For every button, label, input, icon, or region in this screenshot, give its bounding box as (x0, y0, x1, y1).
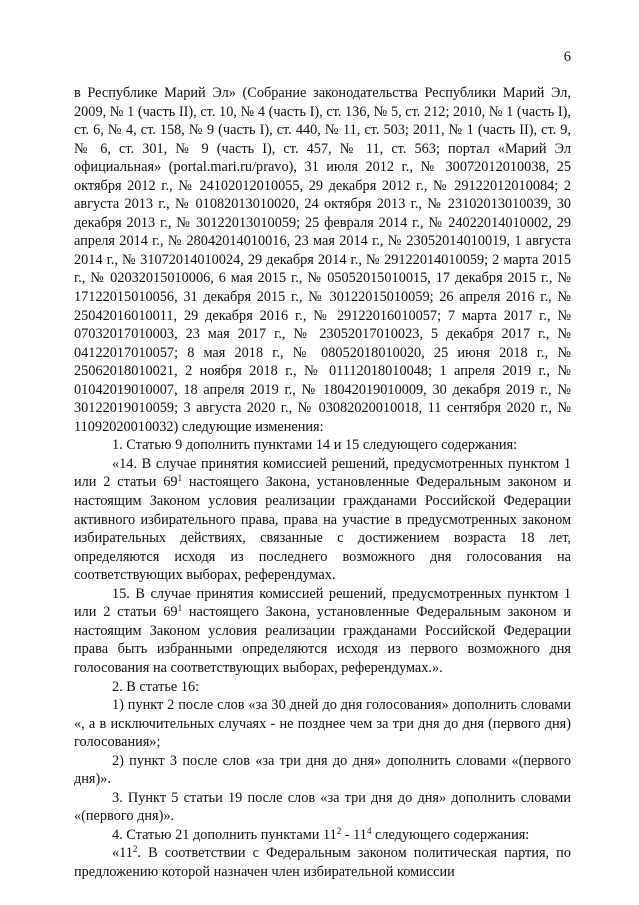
paragraph-4: 15. В случае принятия комиссией решений, предусмотренных пунктом 1 или 2 статьи $69^1$ настоящего Закона, установленные Федеральным законом и настоящим Законом условия реализации гражданами Российской Федерации права быть избранными определяются исходя из первого возможного дня голосования на соответствующих выборах, референдумах.». (74, 585, 571, 676)
paragraph-1: в Республике Марий Эл» (Собрание законодательства Республики Марий Эл, 2009, № 1 (часть II), ст. 10, № 4 (часть I), ст. 136, № 5, ст. 212; 2010, № 1 (часть I), ст. 6, № 4, ст. 158, № 9 (часть I), ст. 440, № 11, ст. 503; 2011, № 1 (часть II), ст. 9, № 6, ст. 301, № 9 (часть I), ст. 457, № 11, ст. 563; портал «Марий Эл официальная» (portal.mari.ru/pravo), 31 июля 2012 г., № 30072012010038, 25 октября 2012 г., № 24102012010055, 29 декабря 2012 г., № 29122012010084; 2 августа 2013 г., № 01082013010020, 24 октября 2013 г., № 23102013010039, 30 декабря 2013 г., № 30122013010059; 25 февраля 2014 г., № 24022014010002, 29 апреля 2014 г., № 28042014010016, 23 мая 2014 г., № 23052014010019, 1 августа 2014 г., № 31072014010024, 29 декабря 2014 г., № 29122014010059; 2 марта 2015 г., № 02032015010006, 6 мая 2015 г., № 05052015010015, 17 декабря 2015 г., № 17122015010056, 31 декабря 2015 г., № 30122015010059; 26 апреля 2016 г., № 25042016010011, 29 декабря 2016 г., № 29122016010057; 7 марта 2017 г., № 07032017010003, 23 мая 2017 г., № 23052017010023, 5 декабря 2017 г., № 04122017010057; 8 мая 2018 г., № 08052018010020, 25 июня 2018 г., № 25062018010021, 2 ноября 2018 г., № 01112018010048; 1 апреля 2019 г., № 01042019010007, 18 апреля 2019 г., № 18042019010009, 30 декабря 2019 г., № 30122019010059; 3 августа 2020 г., № 03082020010018, 11 сентября 2020 г., № 11092020010032) следующие изменения: (74, 85, 571, 435)
paragraph-5: 2. В статье 16: (112, 678, 200, 695)
document-body (74, 84, 571, 882)
paragraph-2: 1. Статью 9 дополнить пунктами 14 и 15 следующего содержания: (112, 437, 518, 454)
paragraph-6: 1) пункт 2 после слов «за 30 дней до дня голосования» дополнить словами «, а в исключительных случаях - не позднее чем за три дня до дня (первого дня) голосования»; (74, 697, 571, 751)
paragraph-8: 3. Пункт 5 статьи 19 после слов «за три дня до дня» дополнить словами «(первого дня)». (74, 789, 571, 825)
paragraph-9: 4. Статью 21 дополнить пунктами $11^2 - 11^4$ следующего содержания: (112, 825, 530, 843)
paragraph-3: «14. В случае принятия комиссией решений, предусмотренных пунктом 1 или 2 статьи $69^1$ настоящего Закона, установленные Федеральным законом и настоящим Законом условия реализации гражданами Российской Федерации активного избирательного права, права на участие в предусмотренных законом избирательных действиях, связанные с достижением возраста 18 лет, определяются исходя из последнего возможного дня голосования на соответствующих выборах, референдумах. (74, 455, 571, 584)
paragraph-10: «$11^2$. В соответствии с Федеральным законом политическая партия, по предложению которой назначен член избирательной комиссии (74, 844, 571, 880)
page-number: 6 (563, 49, 571, 65)
paragraph-7: 2) пункт 3 после слов «за три дня до дня» дополнить словами «(первого дня)». (74, 752, 571, 788)
